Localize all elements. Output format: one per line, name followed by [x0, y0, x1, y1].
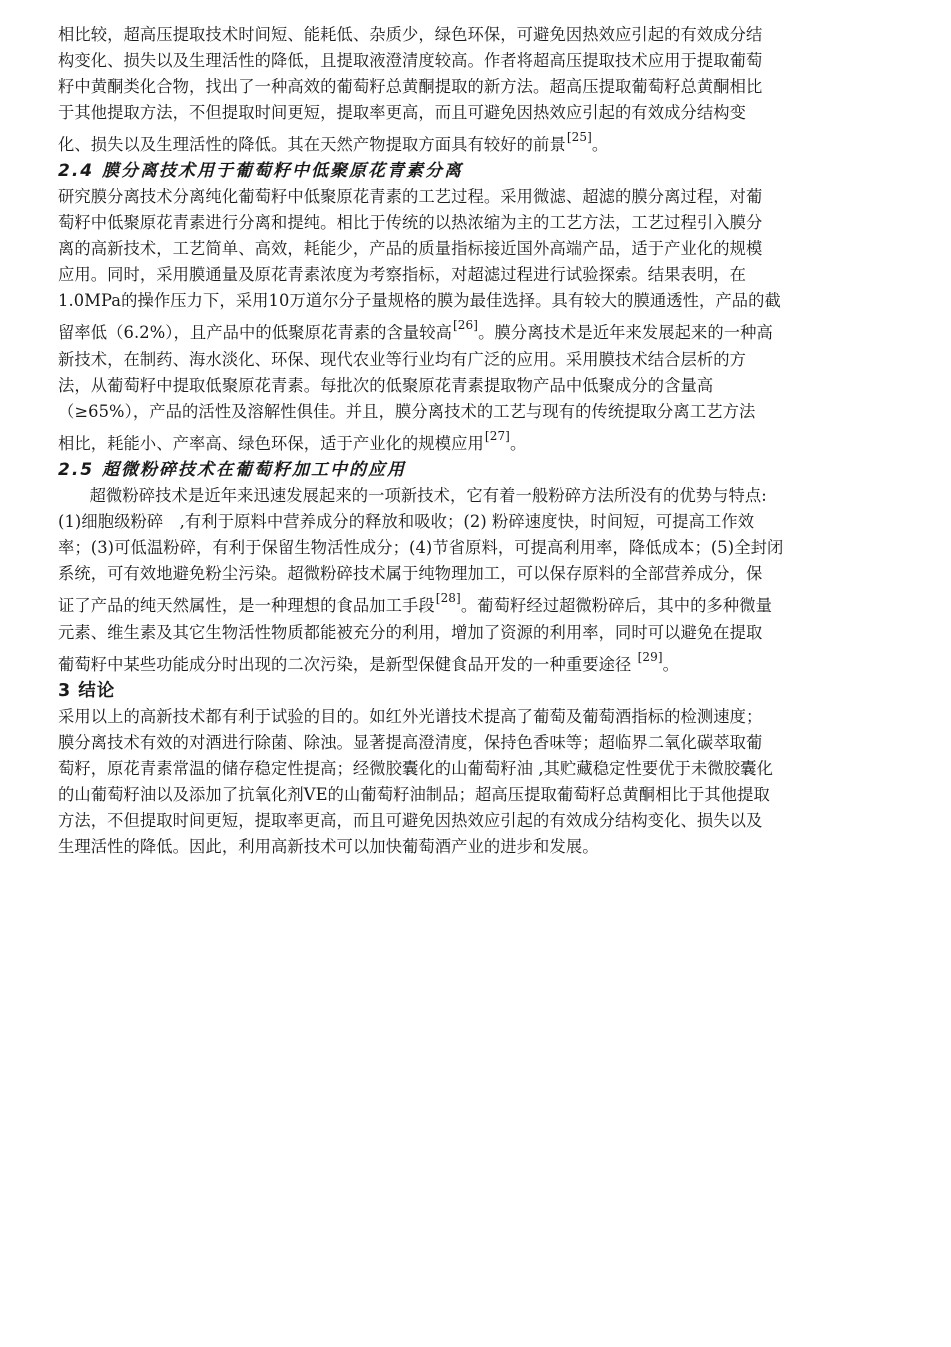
- text-line: （≥65%），产品的活性及溶解性俱佳。并且，膜分离技术的工艺与现有的传统提取分离工艺方法: [58, 402, 756, 421]
- text-segment: 。: [591, 135, 609, 154]
- text-segment: 留率低（6.2%），且产品中的低聚原花青素的含量较高: [58, 323, 453, 342]
- text-segment: 化、损失以及生理活性的降低。其在天然产物提取方面具有较好的前景: [58, 135, 566, 154]
- text-line: 萄籽，原花青素常温的储存稳定性提高；经微胶囊化的山葡萄籽油 ,其贮藏稳定性要优于未微胶囊化: [58, 759, 773, 778]
- citation-ref: [25]: [566, 130, 592, 144]
- text-segment: 证了产品的纯天然属性，是一种理想的食品加工手段: [58, 596, 435, 615]
- section-heading-2-5: 2.5 超微粉碎技术在葡萄籽加工中的应用: [58, 460, 407, 480]
- text-line: 膜分离技术有效的对酒进行除菌、除浊。显著提高澄清度，保持色香味等；超临界二氧化碳萃取葡: [58, 733, 763, 752]
- text-line: [58, 652, 900, 679]
- paragraph-membrane-separation: [58, 184, 900, 458]
- text-line: [58, 431, 900, 458]
- text-line: 的山葡萄籽油以及添加了抗氧化剂VE的山葡萄籽油制品；超高压提取葡萄籽总黄酮相比于其他提取: [58, 785, 770, 804]
- text-line: 于其他提取方法，不但提取时间更短，提取率更高，而且可避免因热效应引起的有效成分结构变: [58, 103, 747, 122]
- text-segment: 。: [509, 434, 527, 453]
- paragraph-conclusion: [58, 704, 900, 860]
- citation-ref: [27]: [484, 429, 510, 443]
- text-line: 1.0MPa的操作压力下，采用10万道尔分子量规格的膜为最佳选择。具有较大的膜通透性，产品的截: [58, 291, 781, 310]
- text-line: 法，从葡萄籽中提取低聚原花青素。每批次的低聚原花青素提取物产品中低聚成分的含量高: [58, 376, 714, 395]
- citation-ref: [28]: [435, 591, 461, 605]
- text-line: 生理活性的降低。因此，利用高新技术可以加快葡萄酒产业的进步和发展。: [58, 837, 599, 856]
- text-line: 应用。同时，采用膜通量及原花青素浓度为考察指标，对超滤过程进行试验探索。结果表明，在: [58, 265, 747, 284]
- text-line: 超微粉碎技术是近年来迅速发展起来的一项新技术，它有着一般粉碎方法所没有的优势与特点:: [58, 486, 767, 505]
- text-line: 元素、维生素及其它生物活性物质都能被充分的利用，增加了资源的利用率，同时可以避免在提取: [58, 623, 763, 642]
- text-segment: 葡萄籽中某些功能成分时出现的二次污染，是新型保健食品开发的一种重要途径: [58, 655, 637, 674]
- text-line: 率；(3)可低温粉碎，有利于保留生物活性成分；(4)节省原料，可提高利用率，降低成本；(5)全封闭: [58, 538, 784, 557]
- text-line: 离的高新技术，工艺简单、高效，耗能少，产品的质量指标接近国外高端产品，适于产业化的规模: [58, 239, 763, 258]
- text-line: 研究膜分离技术分离纯化葡萄籽中低聚原花青素的工艺过程。采用微滤、超滤的膜分离过程，对葡: [58, 187, 763, 206]
- section-heading-3-conclusion: 3 结论: [58, 681, 116, 701]
- text-segment: 。: [662, 655, 680, 674]
- document-page: [58, 22, 900, 860]
- text-line: 采用以上的高新技术都有利于试验的目的。如红外光谱技术提高了葡萄及葡萄酒指标的检测速度；: [58, 707, 763, 726]
- text-line: 构变化、损失以及生理活性的降低，且提取液澄清度较高。作者将超高压提取技术应用于提取葡萄: [58, 51, 763, 70]
- text-line: 萄籽中低聚原花青素进行分离和提纯。相比于传统的以热浓缩为主的工艺方法，工艺过程引入膜分: [58, 213, 763, 232]
- text-segment: 相比，耗能小、产率高、绿色环保，适于产业化的规模应用: [58, 434, 484, 453]
- text-segment: 。葡萄籽经过超微粉碎后，其中的多种微量: [460, 596, 773, 615]
- text-segment: 。膜分离技术是近年来发展起来的一种高: [478, 323, 773, 342]
- text-line: 方法，不但提取时间更短，提取率更高，而且可避免因热效应引起的有效成分结构变化、损失以及: [58, 811, 763, 830]
- paragraph-ultrafine-grinding: [58, 483, 900, 679]
- text-line: (1)细胞级粉碎 ,有利于原料中营养成分的释放和吸收；(2) 粉碎速度快，时间短，可提高工作效: [58, 512, 755, 531]
- text-line: 相比较，超高压提取技术时间短、能耗低、杂质少，绿色环保，可避免因热效应引起的有效成分结: [58, 25, 763, 44]
- text-line: 新技术，在制药、海水淡化、环保、现代农业等行业均有广泛的应用。采用膜技术结合层析的方: [58, 350, 747, 369]
- text-line: 系统，可有效地避免粉尘污染。超微粉碎技术属于纯物理加工，可以保存原料的全部营养成分，保: [58, 564, 763, 583]
- citation-ref: [26]: [453, 318, 479, 332]
- section-heading-2-4: 2.4 膜分离技术用于葡萄籽中低聚原花青素分离: [58, 161, 464, 181]
- text-line: [58, 593, 900, 620]
- citation-ref: [29]: [637, 650, 663, 664]
- text-line: 籽中黄酮类化合物，找出了一种高效的葡萄籽总黄酮提取的新方法。超高压提取葡萄籽总黄酮相比: [58, 77, 763, 96]
- text-line: [58, 320, 900, 347]
- text-line: [58, 132, 900, 159]
- paragraph-high-pressure-extraction: [58, 22, 900, 159]
